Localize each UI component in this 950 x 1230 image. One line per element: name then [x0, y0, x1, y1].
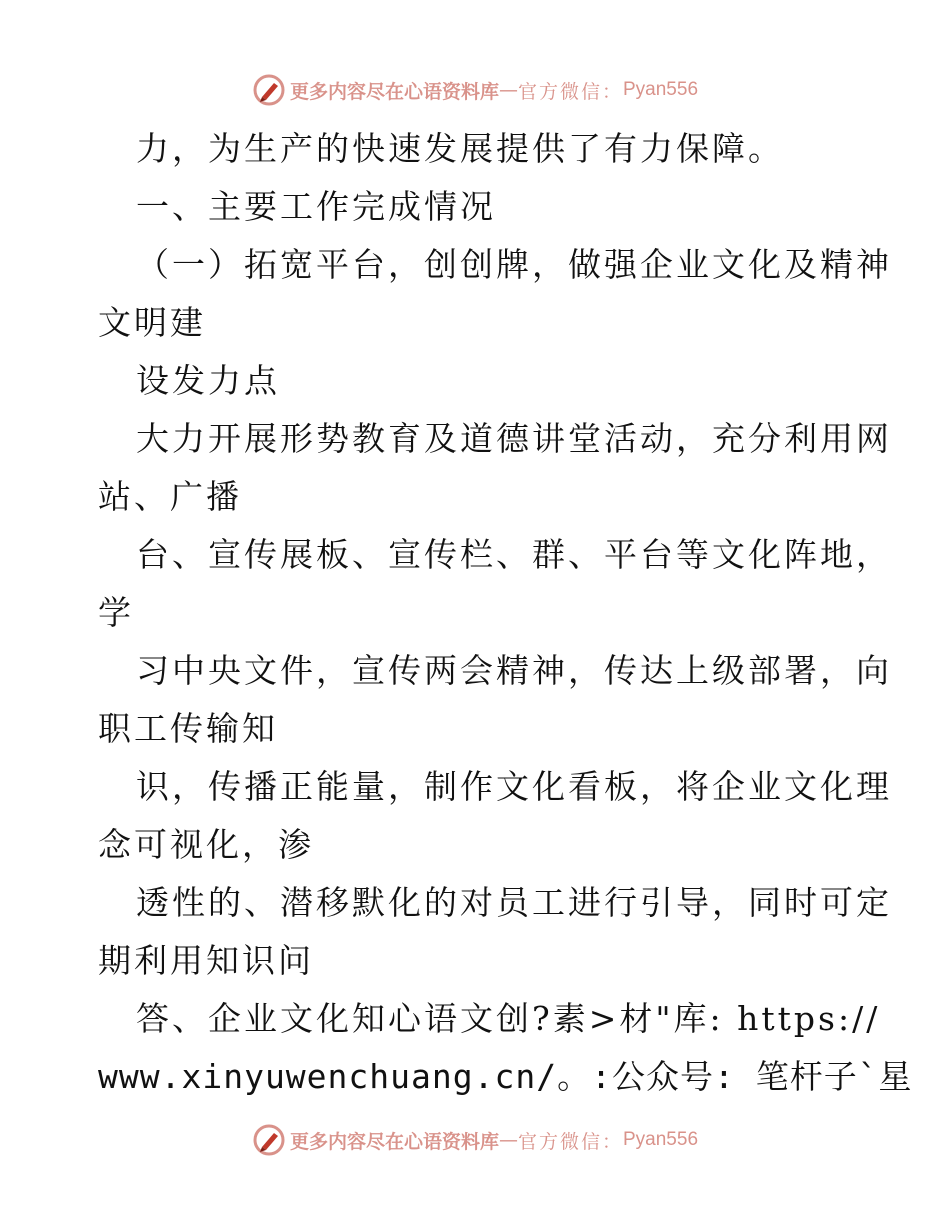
section-heading: 一、主要工作完成情况	[136, 187, 496, 226]
text-line: 站、广播	[98, 477, 242, 516]
text-line: 答、企业文化知心语文创?素>材"库: https://	[136, 999, 881, 1038]
banner-separator: —	[498, 1129, 518, 1151]
text-line: 大力开展形势教育及道德讲堂活动，充分利用网	[136, 419, 892, 458]
text-line: 职工传输知	[98, 709, 278, 748]
text-line: 力，为生产的快速发展提供了有力保障。	[136, 129, 784, 168]
banner-wechat-id: Pyan556	[623, 1129, 699, 1150]
text-line: 透性的、潜移默化的对员工进行引导，同时可定	[136, 883, 892, 922]
text-line: 台、宣传展板、宣传栏、群、平台等文化阵地，	[136, 535, 892, 574]
text-line: 学	[98, 593, 134, 632]
text-line: www.xinyuwenchuang.cn/。:公众号: 笔杆子`星	[98, 1057, 913, 1096]
banner-wechat-id: Pyan556	[623, 79, 699, 100]
banner-brand: 更多内容尽在心语资料库	[289, 80, 499, 103]
text-line: 念可视化，渗	[98, 825, 314, 864]
text-line: 文明建	[98, 303, 206, 342]
text-line: 期利用知识问	[98, 941, 314, 980]
header-banner	[0, 70, 950, 110]
banner-brand: 更多内容尽在心语资料库	[289, 1130, 499, 1153]
pen-logo-icon	[252, 73, 286, 107]
banner-separator: —	[498, 79, 518, 101]
footer-banner	[0, 1120, 950, 1160]
text-line: 习中央文件，宣传两会精神，传达上级部署，向	[136, 651, 892, 690]
banner-wechat-label: 官方微信：	[517, 1130, 623, 1153]
text-line: 识，传播正能量，制作文化看板，将企业文化理	[136, 767, 892, 806]
subsection-heading: （一）拓宽平台，创创牌，做强企业文化及精神	[136, 245, 892, 284]
text-line: 设发力点	[136, 361, 280, 400]
banner-wechat-label: 官方微信：	[517, 80, 623, 103]
pen-logo-icon	[252, 1123, 286, 1157]
